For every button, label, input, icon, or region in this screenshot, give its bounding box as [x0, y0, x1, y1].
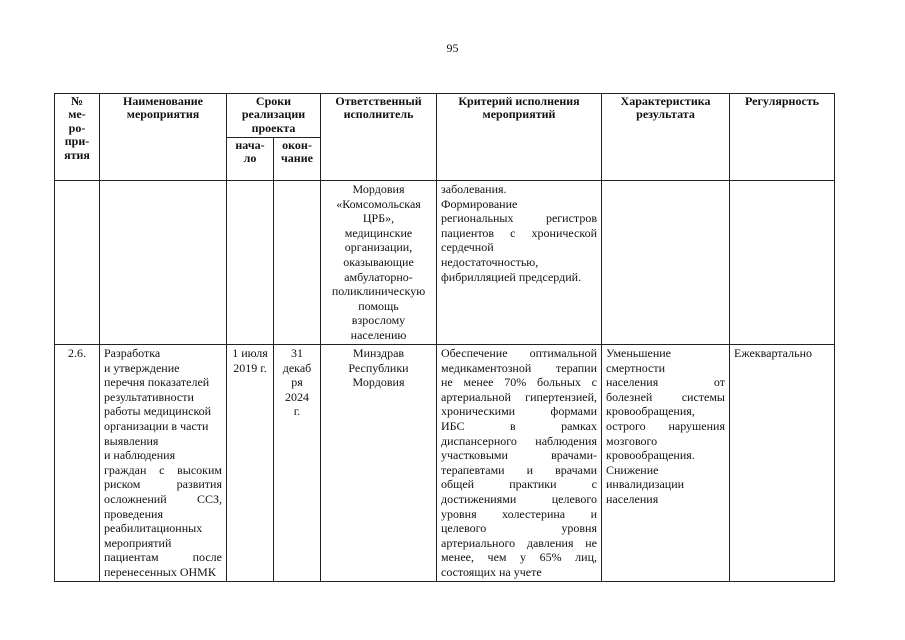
cell-text-line: выявления	[104, 433, 159, 448]
cell-text-line: сердечной	[441, 240, 494, 255]
cell-text-line: болезней системы	[606, 389, 725, 404]
cell-text-line: организации в части	[104, 418, 209, 433]
cell-text-line: диспансерного наблюдения	[441, 433, 597, 448]
cell-text-line: смертности	[606, 360, 666, 375]
cell-text-line: перечня показателей	[104, 375, 210, 390]
cell-text-line: граждан с высоким	[104, 462, 222, 477]
header-end: окон- чание	[274, 138, 321, 181]
cell-text-line: перенесенных ОНМК	[104, 564, 216, 579]
cell-executor: Минздрав Республики Мордовия	[321, 345, 437, 582]
cell-name	[100, 181, 227, 345]
cell-text-line: медикаментозной терапии	[441, 360, 597, 375]
cell-text-line: инвалидизации	[606, 477, 685, 492]
cell-text-line: и утверждение	[104, 360, 180, 375]
cell-executor: Мордовия «Комсомольская ЦРБ», медицинские организации, оказывающие амбулаторно- поликлиническую помощь взрослому населению	[321, 181, 437, 345]
cell-text-line: не менее 70% больных с	[441, 375, 597, 390]
cell-text-line: ИБС в рамках	[441, 418, 597, 433]
cell-text-line: достижениями целевого	[441, 491, 597, 506]
cell-text-line: Формирование	[441, 196, 518, 211]
header-regularity: Регулярность	[730, 94, 835, 181]
cell-num	[55, 181, 100, 345]
cell-text-line: состоящих на учете	[441, 564, 542, 579]
cell-text-line: реабилитационных	[104, 521, 203, 536]
cell-text-line: и наблюдения	[104, 448, 176, 463]
cell-text-line: осложнений ССЗ,	[104, 491, 222, 506]
cell-start: 1 июля 2019 г.	[227, 345, 274, 582]
cell-criterion	[437, 181, 602, 345]
cell-criterion	[437, 345, 602, 582]
cell-text-line: населения	[606, 491, 659, 506]
header-criterion: Критерий исполнения мероприятий	[437, 94, 602, 181]
cell-text-line: острого нарушения	[606, 418, 725, 433]
cell-text-line: Уменьшение	[606, 346, 671, 360]
cell-text-line: Обеспечение оптимальной	[441, 346, 597, 360]
cell-text-line: Снижение	[606, 462, 659, 477]
cell-text-line: целевого уровня	[441, 521, 597, 536]
cell-start	[227, 181, 274, 345]
cell-text-line: работы медицинской	[104, 404, 212, 419]
cell-text-line: заболевания.	[441, 182, 507, 196]
cell-text-line: пациентам после	[104, 550, 222, 565]
cell-text-line: артериального давления не	[441, 535, 597, 550]
header-project-terms: Сроки реализации проекта	[227, 94, 321, 138]
header-measure-name: Наименование мероприятия	[100, 94, 227, 181]
header-measure-number: № ме- ро- при- ятия	[55, 94, 100, 181]
cell-text-line: участковыми врачами-	[441, 448, 597, 463]
cell-text-line: менее, чем у 65% лиц,	[441, 550, 597, 565]
table-row-continuation	[55, 181, 835, 345]
cell-text-line: недостаточностью,	[441, 254, 539, 269]
cell-name	[100, 345, 227, 582]
header-result: Характеристика результата	[602, 94, 730, 181]
cell-result	[602, 345, 730, 582]
cell-text-line: Разработка	[104, 346, 161, 360]
cell-text-line: мероприятий	[104, 535, 172, 550]
cell-text-line: артериальной гипертензией,	[441, 389, 597, 404]
cell-text-line: фибрилляцией предсердий.	[441, 269, 582, 284]
cell-text-line: терапевтами и врачами	[441, 462, 597, 477]
table-row-2-6	[55, 345, 835, 582]
cell-text-line: проведения	[104, 506, 163, 521]
header-start: нача- ло	[227, 138, 274, 181]
cell-text-line: хроническими формами	[441, 404, 597, 419]
cell-text-line: региональных регистров	[441, 211, 597, 226]
header-executor: Ответственный исполнитель	[321, 94, 437, 181]
cell-text-line: пациентов с хронической	[441, 225, 597, 240]
cell-text-line: общей практики с	[441, 477, 597, 492]
cell-regularity	[730, 181, 835, 345]
measures-table	[54, 93, 835, 582]
cell-text-line: мозгового	[606, 433, 658, 448]
cell-num: 2.6.	[55, 345, 100, 582]
cell-text-line: населения от	[606, 375, 725, 390]
cell-result	[602, 181, 730, 345]
page-number: 95	[446, 41, 459, 55]
cell-text-line: результативности	[104, 389, 194, 404]
cell-end: 31 декаб ря 2024 г.	[274, 345, 321, 582]
cell-text-line: уровня холестерина и	[441, 506, 597, 521]
cell-end	[274, 181, 321, 345]
cell-text-line: кровообращения.	[606, 448, 695, 463]
cell-text-line: кровообращения,	[606, 404, 695, 419]
cell-regularity: Ежеквартально	[730, 345, 835, 582]
cell-text-line: риском развития	[104, 477, 222, 492]
